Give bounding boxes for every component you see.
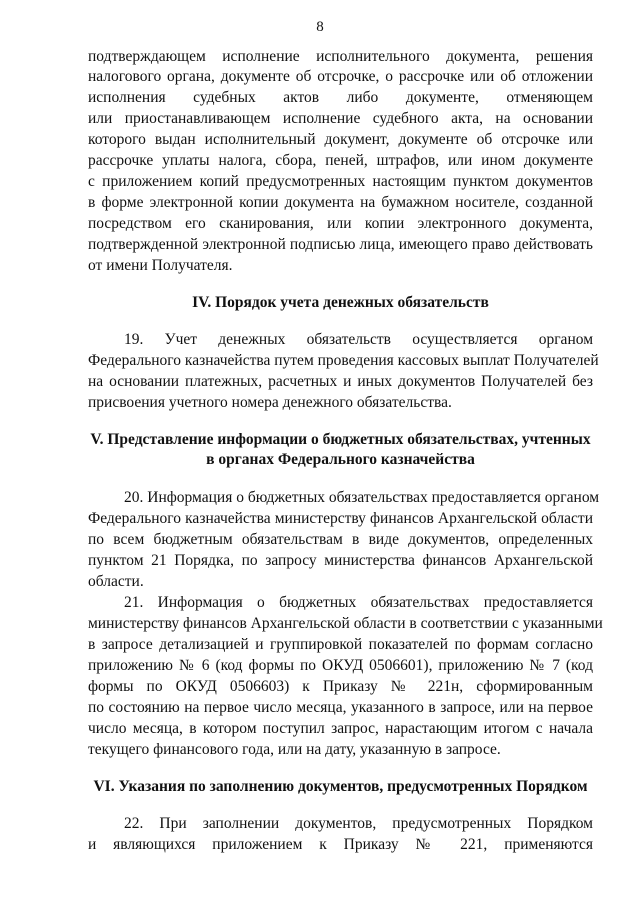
paragraph-21-line: 21. Информация о бюджетных обязательствах предоставляется (124, 594, 593, 611)
body-line: с приложением копий предусмотренных настоящим пунктом документов (88, 173, 593, 190)
body-line: подтвержденной электронной подписью лица, имеющего право действовать (88, 236, 593, 253)
section-iv-heading: IV. Порядок учета денежных обязательств (192, 294, 489, 311)
paragraph-20-line: области. (88, 573, 144, 590)
paragraph-20-line: по всем бюджетным обязательствам в виде документов, определенных (88, 531, 593, 548)
paragraph-21-line: по состоянию на первое число месяца, указанного в запросе, или на первое (88, 699, 593, 716)
body-line: или приостанавливающем исполнение судебного акта, на основании (88, 110, 593, 127)
body-line: которого выдан исполнительный документ, документе об отсрочке или (88, 131, 593, 148)
paragraph-21-line: текущего финансового года, или на дату, указанную в запросе. (88, 741, 501, 758)
paragraph-20-line: 20. Информация о бюджетных обязательствах предоставляется органом (124, 489, 600, 506)
body-line: в форме электронной копии документа на бумажном носителе, созданной (88, 194, 593, 211)
section-vi-heading: VI. Указания по заполнению документов, предусмотренных Порядком (93, 778, 588, 795)
paragraph-22-line: и являющихся приложением к Приказу № 221, применяются (88, 836, 593, 853)
paragraph-19-line: на основании платежных, расчетных и иных документов Получателей без (88, 373, 593, 390)
paragraph-21-line: в запросе детализацией и группировкой показателей по формам согласно (88, 636, 593, 653)
body-line: рассрочке уплаты налога, сбора, пеней, штрафов, или ином документе (88, 152, 593, 169)
section-v-heading: V. Представление информации о бюджетных обязательствах, учтенных (90, 431, 591, 448)
paragraph-21-line: формы по ОКУД 0506603) к Приказу № 221н, сформированным (88, 678, 593, 695)
paragraph-21-line: число месяца, в котором поступил запрос, нарастающим итогом с начала (88, 720, 593, 737)
paragraph-22-line: 22. При заполнении документов, предусмотренных Порядком (124, 815, 593, 832)
body-line: исполнения судебных актов либо документе, отменяющем (88, 89, 593, 106)
body-line: налогового органа, документе об отсрочке, о рассрочке или об отложении (88, 68, 593, 85)
paragraph-19-line: Федерального казначейства путем проведения кассовых выплат Получателей (88, 352, 599, 369)
body-line: от имени Получателя. (88, 257, 233, 274)
body-line: подтверждающем исполнение исполнительного документа, решения (88, 48, 593, 65)
paragraph-21-line: министерству финансов Архангельской области в соответствии с указанными (88, 615, 603, 632)
paragraph-19-line: присвоения учетного номера денежного обязательства. (88, 394, 452, 411)
body-line: посредством его сканирования, или копии электронного документа, (88, 215, 593, 232)
page-number: 8 (316, 19, 324, 35)
paragraph-20-line: Федерального казначейства министерству финансов Архангельской области (88, 510, 593, 527)
paragraph-20-line: пунктом 21 Порядка, по запросу министерства финансов Архангельской (88, 552, 593, 569)
section-v-heading: в органах Федерального казначейства (206, 451, 475, 468)
paragraph-21-line: приложению № 6 (код формы по ОКУД 0506601), приложению № 7 (код (88, 657, 593, 674)
paragraph-19-line: 19. Учет денежных обязательств осуществляется органом (124, 331, 593, 348)
